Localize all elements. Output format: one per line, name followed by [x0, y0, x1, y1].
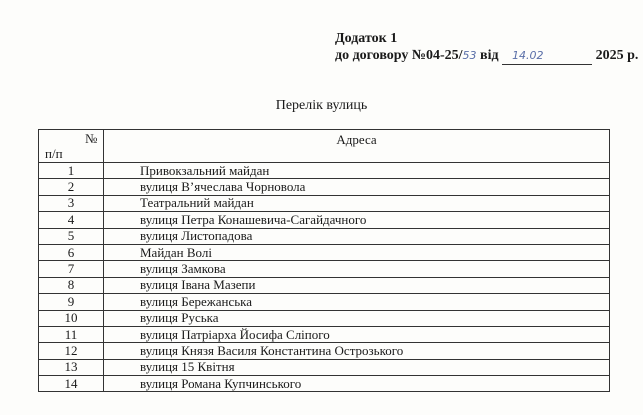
row-number: 5	[39, 228, 104, 244]
table-row	[39, 212, 610, 228]
table-row	[39, 326, 610, 342]
contract-prefix: до договору №04-25/	[335, 48, 463, 63]
table-row	[39, 228, 610, 244]
row-address: вулиця Бережанська	[104, 294, 610, 310]
number-abbrev: п/п	[45, 146, 63, 161]
column-header-address: Адреса	[104, 130, 610, 163]
streets-table	[38, 129, 610, 392]
row-address: вулиця Князя Василя Константина Острозького	[104, 343, 610, 359]
table-row	[39, 179, 610, 195]
row-number: 7	[39, 261, 104, 277]
date-handwritten: 14.02	[512, 49, 544, 62]
row-number: 10	[39, 310, 104, 326]
row-address: вулиця Петра Конашевича-Сагайдачного	[104, 212, 610, 228]
table-row	[39, 310, 610, 326]
table-row	[39, 376, 610, 392]
row-address: вулиця Патріарха Йосифа Сліпого	[104, 326, 610, 342]
row-number: 12	[39, 343, 104, 359]
table-row	[39, 195, 610, 211]
row-number: 9	[39, 294, 104, 310]
row-address: вулиця Івана Мазепи	[104, 277, 610, 293]
row-address: вулиця В’ячеслава Чорновола	[104, 179, 610, 195]
table-header-row	[39, 130, 610, 163]
row-address: Привокзальний майдан	[104, 163, 610, 179]
row-number: 3	[39, 195, 104, 211]
row-number: 13	[39, 359, 104, 375]
table-row	[39, 294, 610, 310]
column-header-number	[39, 130, 104, 163]
from-label: від	[480, 48, 499, 63]
row-address: вулиця Романа Купчинського	[104, 376, 610, 392]
table-row	[39, 277, 610, 293]
row-number: 8	[39, 277, 104, 293]
year-suffix: 2025 р.	[595, 48, 639, 63]
date-field	[502, 47, 592, 65]
row-number: 11	[39, 326, 104, 342]
list-title: Перелік вулиць	[275, 98, 368, 113]
row-address: вулиця Руська	[104, 310, 610, 326]
table-body	[39, 163, 610, 392]
document-header	[335, 30, 638, 65]
row-address: Театральний майдан	[104, 195, 610, 211]
appendix-title: Додаток 1	[335, 31, 398, 46]
number-sign: №	[85, 131, 98, 146]
table-row	[39, 261, 610, 277]
table-row	[39, 343, 610, 359]
row-address: вулиця 15 Квітня	[104, 359, 610, 375]
table-row	[39, 359, 610, 375]
row-address: вулиця Листопадова	[104, 228, 610, 244]
row-number: 1	[39, 163, 104, 179]
row-number: 6	[39, 244, 104, 260]
row-address: вулиця Замкова	[104, 261, 610, 277]
row-address: Майдан Волі	[104, 244, 610, 260]
table-row	[39, 163, 610, 179]
row-number: 14	[39, 376, 104, 392]
row-number: 2	[39, 179, 104, 195]
row-number: 4	[39, 212, 104, 228]
contract-number-handwritten: 53	[462, 49, 477, 62]
table-row	[39, 244, 610, 260]
contract-reference	[335, 47, 638, 65]
